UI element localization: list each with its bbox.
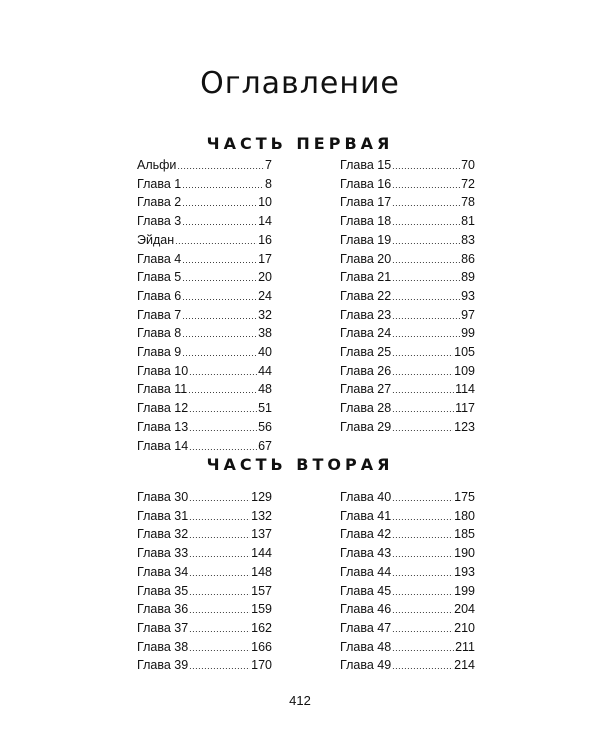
toc-leader-dots (392, 640, 454, 658)
toc-entry-label: Глава 22 (340, 288, 392, 303)
toc-leader-dots (189, 621, 250, 639)
toc-entry-page: 10 (258, 195, 272, 210)
toc-entry-label: Глава 37 (137, 620, 189, 635)
toc-entry-page: 114 (455, 382, 475, 397)
toc-entry-page: 40 (258, 345, 272, 360)
toc-entry-page: 185 (454, 527, 475, 542)
toc-leader-dots (392, 326, 460, 344)
toc-entry-page: 89 (461, 270, 475, 285)
toc-leader-dots (392, 401, 454, 419)
toc-entry-page: 14 (258, 214, 272, 229)
toc-entry-label: Глава 29 (340, 419, 392, 434)
toc-leader-dots (392, 270, 460, 288)
toc-entry-label: Альфи (137, 158, 177, 172)
toc-entry-page: 193 (454, 564, 475, 579)
toc-entry-page: 162 (251, 620, 272, 635)
toc-entry-label: Глава 31 (137, 508, 189, 523)
toc-entry-page: 24 (258, 288, 272, 303)
toc-leader-dots (177, 158, 264, 176)
toc-entry-page: 199 (454, 583, 475, 598)
toc-entry-page: 175 (454, 490, 475, 504)
toc-entry (137, 526, 272, 545)
toc-entry (137, 157, 272, 176)
toc-entry (340, 657, 475, 676)
toc-leader-dots (189, 658, 250, 676)
toc-entry (340, 620, 475, 639)
toc-entry-label: Глава 17 (340, 195, 392, 210)
toc-leader-dots (392, 345, 453, 363)
toc-leader-dots (392, 420, 453, 438)
toc-entry (137, 489, 272, 508)
toc-entry (340, 564, 475, 583)
toc-entry-label: Глава 26 (340, 363, 392, 378)
toc-entry-page: 170 (251, 658, 272, 673)
toc-entry-page: 157 (251, 583, 272, 598)
toc-entry (137, 213, 272, 232)
toc-entry (137, 344, 272, 363)
toc-entry-label: Глава 2 (137, 195, 182, 210)
part-two-heading: ЧАСТЬ ВТОРАЯ (206, 455, 394, 474)
toc-leader-dots (189, 602, 250, 620)
toc-entry-label: Глава 43 (340, 546, 392, 561)
toc-entry-label: Глава 35 (137, 583, 189, 598)
toc-leader-dots (175, 233, 257, 251)
toc-entry-label: Глава 1 (137, 176, 182, 191)
toc-entry-page: 70 (461, 158, 475, 172)
toc-entry-label: Глава 5 (137, 270, 182, 285)
toc-entry (340, 325, 475, 344)
toc-leader-dots (392, 364, 453, 382)
toc-entry-label: Глава 38 (137, 639, 189, 654)
toc-leader-dots (392, 565, 453, 583)
toc-entry (340, 194, 475, 213)
toc-entry (137, 363, 272, 382)
toc-leader-dots (392, 214, 460, 232)
toc-leader-dots (182, 270, 257, 288)
toc-entry-label: Эйдан (137, 232, 175, 247)
toc-entry-label: Глава 42 (340, 527, 392, 542)
toc-entry-page: 132 (251, 508, 272, 523)
toc-entry (340, 307, 475, 326)
toc-leader-dots (188, 382, 257, 400)
toc-entry (137, 657, 272, 676)
toc-entry-label: Глава 44 (340, 564, 392, 579)
toc-entry (137, 620, 272, 639)
toc-entry-page: 148 (251, 564, 272, 579)
toc-entry-page: 190 (454, 546, 475, 561)
toc-entry-page: 123 (454, 419, 475, 434)
toc-entry (137, 508, 272, 527)
toc-entry (137, 381, 272, 400)
toc-entry-label: Глава 16 (340, 176, 392, 191)
toc-entry-label: Глава 34 (137, 564, 189, 579)
part-one-right-column (340, 157, 475, 438)
toc-entry-page: 144 (251, 546, 272, 561)
toc-entry-label: Глава 47 (340, 620, 392, 635)
toc-leader-dots (392, 527, 453, 545)
toc-entry-page: 166 (251, 639, 272, 654)
toc-leader-dots (189, 584, 250, 602)
toc-entry (340, 269, 475, 288)
toc-entry-page: 129 (251, 490, 272, 504)
toc-entry-page: 99 (461, 326, 475, 341)
toc-leader-dots (392, 289, 460, 307)
toc-entry-page: 38 (258, 326, 272, 341)
toc-leader-dots (189, 640, 250, 658)
toc-leader-dots (392, 382, 454, 400)
toc-entry (137, 564, 272, 583)
toc-entry (340, 419, 475, 438)
toc-entry-page: 214 (454, 658, 475, 673)
toc-entry-label: Глава 27 (340, 382, 392, 397)
toc-leader-dots (392, 584, 453, 602)
toc-entry-label: Глава 9 (137, 345, 182, 360)
toc-leader-dots (182, 308, 257, 326)
page-title: Оглавление (200, 66, 400, 101)
toc-entry-page: 211 (455, 639, 475, 654)
toc-entry (137, 545, 272, 564)
toc-entry-page: 97 (461, 307, 475, 322)
toc-leader-dots (189, 509, 250, 527)
toc-entry-page: 117 (455, 401, 475, 416)
toc-entry-label: Глава 28 (340, 401, 392, 416)
toc-leader-dots (182, 177, 264, 195)
part-two-left-column (137, 489, 272, 676)
toc-entry-page: 93 (461, 288, 475, 303)
toc-entry-label: Глава 11 (137, 382, 188, 397)
toc-entry-label: Глава 49 (340, 658, 392, 673)
toc-entry (137, 288, 272, 307)
toc-entry (137, 438, 272, 457)
toc-entry-label: Глава 10 (137, 363, 189, 378)
toc-entry-page: 210 (454, 620, 475, 635)
toc-entry (137, 325, 272, 344)
toc-leader-dots (182, 326, 257, 344)
toc-entry-page: 67 (258, 438, 272, 453)
toc-leader-dots (392, 621, 453, 639)
toc-entry (340, 508, 475, 527)
toc-leader-dots (392, 308, 460, 326)
toc-entry-page: 56 (258, 419, 272, 434)
toc-entry-page: 204 (454, 602, 475, 617)
toc-entry-label: Глава 13 (137, 419, 189, 434)
toc-entry (340, 157, 475, 176)
toc-leader-dots (392, 195, 460, 213)
toc-entry (340, 639, 475, 658)
toc-entry (340, 545, 475, 564)
toc-entry-label: Глава 45 (340, 583, 392, 598)
toc-entry-label: Глава 6 (137, 288, 182, 303)
toc-leader-dots (189, 565, 250, 583)
toc-entry (340, 344, 475, 363)
toc-entry-label: Глава 46 (340, 602, 392, 617)
toc-leader-dots (392, 490, 453, 508)
toc-entry-label: Глава 12 (137, 401, 189, 416)
toc-entry (340, 363, 475, 382)
toc-entry-label: Глава 24 (340, 326, 392, 341)
toc-entry-label: Глава 20 (340, 251, 392, 266)
toc-entry (137, 307, 272, 326)
toc-leader-dots (392, 158, 460, 176)
toc-leader-dots (189, 420, 257, 438)
toc-entry-label: Глава 48 (340, 639, 392, 654)
toc-entry-label: Глава 3 (137, 214, 182, 229)
toc-leader-dots (182, 345, 257, 363)
toc-entry (340, 288, 475, 307)
toc-entry-page: 8 (265, 176, 272, 191)
toc-entry-label: Глава 14 (137, 438, 189, 453)
toc-entry-page: 48 (258, 382, 272, 397)
toc-entry (137, 583, 272, 602)
toc-leader-dots (189, 490, 250, 508)
part-one-heading: ЧАСТЬ ПЕРВАЯ (206, 134, 394, 153)
toc-entry-page: 109 (454, 363, 475, 378)
toc-leader-dots (392, 233, 460, 251)
toc-entry (340, 583, 475, 602)
toc-entry (137, 601, 272, 620)
toc-entry (340, 213, 475, 232)
page-number: 412 (289, 693, 311, 708)
toc-entry-label: Глава 40 (340, 490, 392, 504)
toc-leader-dots (189, 527, 250, 545)
toc-leader-dots (189, 546, 250, 564)
toc-entry-page: 16 (258, 232, 272, 247)
toc-entry-page: 32 (258, 307, 272, 322)
toc-entry (340, 381, 475, 400)
toc-leader-dots (189, 364, 257, 382)
toc-entry-label: Глава 18 (340, 214, 392, 229)
toc-entry-page: 20 (258, 270, 272, 285)
toc-leader-dots (182, 289, 257, 307)
toc-entry-page: 137 (251, 527, 272, 542)
toc-entry-page: 180 (454, 508, 475, 523)
toc-entry-label: Глава 41 (340, 508, 392, 523)
toc-leader-dots (182, 195, 257, 213)
toc-entry-page: 7 (265, 158, 272, 172)
toc-entry-label: Глава 30 (137, 490, 189, 504)
toc-entry (137, 232, 272, 251)
toc-entry (340, 526, 475, 545)
toc-entry-label: Глава 4 (137, 251, 182, 266)
toc-entry (340, 601, 475, 620)
toc-entry-page: 78 (461, 195, 475, 210)
toc-leader-dots (189, 439, 257, 457)
toc-entry-label: Глава 15 (340, 158, 392, 172)
toc-entry-page: 81 (461, 214, 475, 229)
toc-entry-page: 86 (461, 251, 475, 266)
toc-entry (137, 400, 272, 419)
toc-entry-label: Глава 7 (137, 307, 182, 322)
toc-entry (137, 639, 272, 658)
toc-entry (340, 489, 475, 508)
toc-entry-page: 51 (258, 401, 272, 416)
toc-entry-label: Глава 32 (137, 527, 189, 542)
toc-entry (137, 194, 272, 213)
toc-leader-dots (392, 546, 453, 564)
toc-entry (340, 251, 475, 270)
toc-entry-label: Глава 33 (137, 546, 189, 561)
toc-leader-dots (189, 401, 257, 419)
toc-entry (340, 400, 475, 419)
toc-leader-dots (182, 252, 257, 270)
toc-entry-label: Глава 23 (340, 307, 392, 322)
toc-entry-page: 17 (258, 251, 272, 266)
part-one-left-column (137, 157, 272, 456)
toc-leader-dots (392, 177, 460, 195)
toc-entry (137, 419, 272, 438)
toc-entry-page: 105 (454, 345, 475, 360)
part-two-right-column (340, 489, 475, 676)
toc-entry-page: 83 (461, 232, 475, 247)
toc-entry (137, 251, 272, 270)
toc-leader-dots (392, 509, 453, 527)
toc-leader-dots (392, 602, 453, 620)
toc-entry-label: Глава 8 (137, 326, 182, 341)
toc-entry (340, 176, 475, 195)
toc-entry (137, 176, 272, 195)
toc-entry-label: Глава 21 (340, 270, 392, 285)
toc-entry-page: 72 (461, 176, 475, 191)
toc-entry-label: Глава 36 (137, 602, 189, 617)
toc-leader-dots (392, 658, 453, 676)
toc-entry-page: 159 (251, 602, 272, 617)
toc-entry-label: Глава 25 (340, 345, 392, 360)
toc-leader-dots (182, 214, 257, 232)
toc-leader-dots (392, 252, 460, 270)
toc-entry-page: 44 (258, 363, 272, 378)
toc-entry (340, 232, 475, 251)
toc-entry-label: Глава 39 (137, 658, 189, 673)
toc-entry-label: Глава 19 (340, 232, 392, 247)
toc-entry (137, 269, 272, 288)
